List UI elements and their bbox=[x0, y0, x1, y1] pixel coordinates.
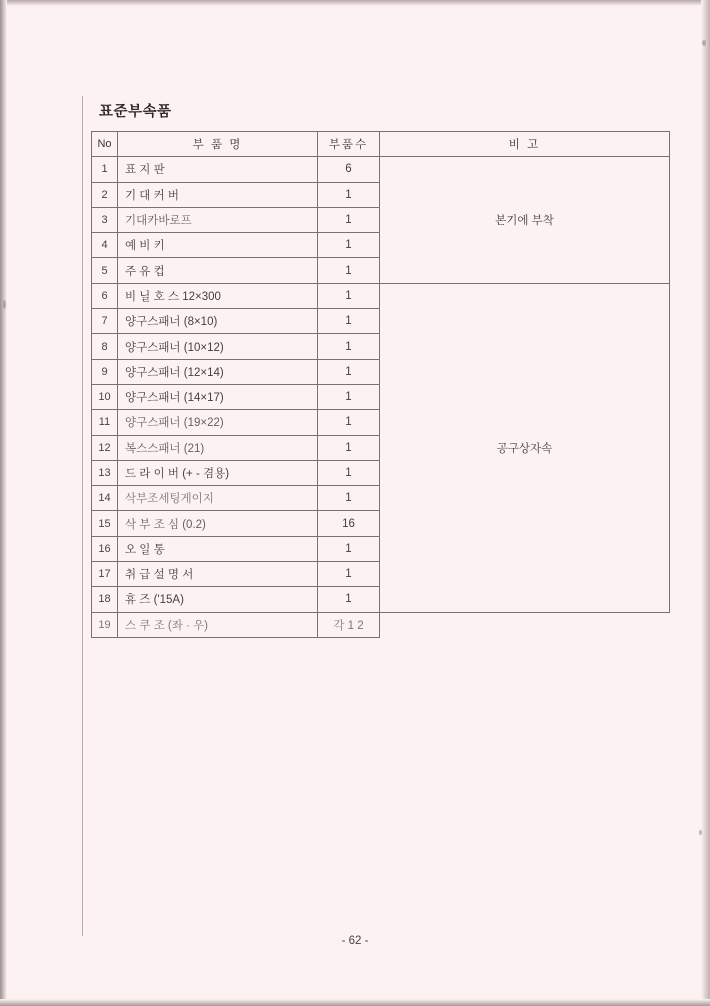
cell-qty: 1 bbox=[318, 233, 380, 258]
cell-part-name: 드 라 이 버 (+ - 겸용) bbox=[118, 460, 318, 485]
scan-speck bbox=[702, 40, 706, 46]
cell-qty: 1 bbox=[318, 182, 380, 207]
table-row bbox=[92, 612, 670, 637]
page-number: - 62 - bbox=[341, 935, 369, 947]
cell-part-name: 양구스패너 (10×12) bbox=[118, 334, 318, 359]
cell-qty: 16 bbox=[318, 511, 380, 536]
standard-accessories-table bbox=[91, 131, 670, 638]
scan-speck bbox=[3, 300, 6, 309]
page-edge-right bbox=[701, 0, 710, 1006]
cell-no: 18 bbox=[92, 587, 118, 612]
cell-part-name: 양구스패너 (12×14) bbox=[118, 359, 318, 384]
cell-part-name: 양구스패너 (19×22) bbox=[118, 410, 318, 435]
cell-part-name: 오 일 통 bbox=[118, 536, 318, 561]
cell-no: 4 bbox=[92, 233, 118, 258]
cell-no: 15 bbox=[92, 511, 118, 536]
cell-no: 12 bbox=[92, 435, 118, 460]
cell-qty: 1 bbox=[318, 410, 380, 435]
cell-qty: 1 bbox=[318, 283, 380, 308]
cell-no: 7 bbox=[92, 309, 118, 334]
cell-qty: 1 bbox=[318, 460, 380, 485]
cell-no: 10 bbox=[92, 384, 118, 409]
cell-qty: 1 bbox=[318, 359, 380, 384]
page-edge-top bbox=[0, 0, 710, 6]
cell-qty: 1 bbox=[318, 587, 380, 612]
cell-part-name: 복스스패너 (21) bbox=[118, 435, 318, 460]
cell-no: 19 bbox=[92, 612, 118, 637]
scan-speck bbox=[699, 830, 702, 835]
cell-qty: 1 bbox=[318, 309, 380, 334]
cell-qty: 1 bbox=[318, 384, 380, 409]
cell-no: 14 bbox=[92, 486, 118, 511]
cell-no: 17 bbox=[92, 562, 118, 587]
cell-part-name: 휴 즈 ('15A) bbox=[118, 587, 318, 612]
column-header-no: No bbox=[92, 132, 118, 157]
cell-no: 5 bbox=[92, 258, 118, 283]
page-title: 표준부속품 bbox=[99, 104, 172, 120]
cell-no: 2 bbox=[92, 182, 118, 207]
cell-no: 6 bbox=[92, 283, 118, 308]
cell-qty: 1 bbox=[318, 486, 380, 511]
column-header-name: 부 품 명 bbox=[118, 132, 318, 157]
cell-qty: 1 bbox=[318, 207, 380, 232]
page-edge-left bbox=[0, 0, 7, 1006]
cell-qty: 1 bbox=[318, 536, 380, 561]
cell-no: 1 bbox=[92, 157, 118, 182]
cell-part-name: 양구스패너 (14×17) bbox=[118, 384, 318, 409]
cell-part-name: 주 유 컵 bbox=[118, 258, 318, 283]
cell-no: 9 bbox=[92, 359, 118, 384]
margin-rule bbox=[82, 96, 83, 936]
table-row bbox=[92, 283, 670, 308]
cell-part-name: 삭 부 조 심 (0.2) bbox=[118, 511, 318, 536]
cell-qty: 1 bbox=[318, 334, 380, 359]
cell-part-name: 기대카바로프 bbox=[118, 207, 318, 232]
cell-qty: 1 bbox=[318, 258, 380, 283]
cell-qty: 1 bbox=[318, 562, 380, 587]
cell-no: 13 bbox=[92, 460, 118, 485]
column-header-qty: 부품수 bbox=[318, 132, 380, 157]
cell-no: 16 bbox=[92, 536, 118, 561]
cell-part-name: 예 비 키 bbox=[118, 233, 318, 258]
page-edge-bottom bbox=[0, 999, 710, 1006]
cell-qty: 6 bbox=[318, 157, 380, 182]
cell-no: 11 bbox=[92, 410, 118, 435]
cell-part-name: 양구스패너 (8×10) bbox=[118, 309, 318, 334]
cell-note-toolbox: 공구상자속 bbox=[380, 283, 670, 612]
cell-part-name: 비 닐 호 스 12×300 bbox=[118, 283, 318, 308]
cell-qty: 1 bbox=[318, 435, 380, 460]
cell-part-name: 취 급 설 명 서 bbox=[118, 562, 318, 587]
cell-part-name: 삭부조세팅게이지 bbox=[118, 486, 318, 511]
column-header-note: 비 고 bbox=[380, 132, 670, 157]
cell-no: 8 bbox=[92, 334, 118, 359]
cell-note-attached: 본기에 부착 bbox=[380, 157, 670, 283]
cell-part-name: 스 쿠 조 (좌 · 우) bbox=[118, 612, 318, 637]
cell-qty: 각 1 2 bbox=[318, 612, 380, 637]
cell-part-name: 기 대 커 버 bbox=[118, 182, 318, 207]
cell-no: 3 bbox=[92, 207, 118, 232]
table-header-row bbox=[92, 132, 670, 157]
cell-part-name: 표 지 판 bbox=[118, 157, 318, 182]
table-row bbox=[92, 157, 670, 182]
